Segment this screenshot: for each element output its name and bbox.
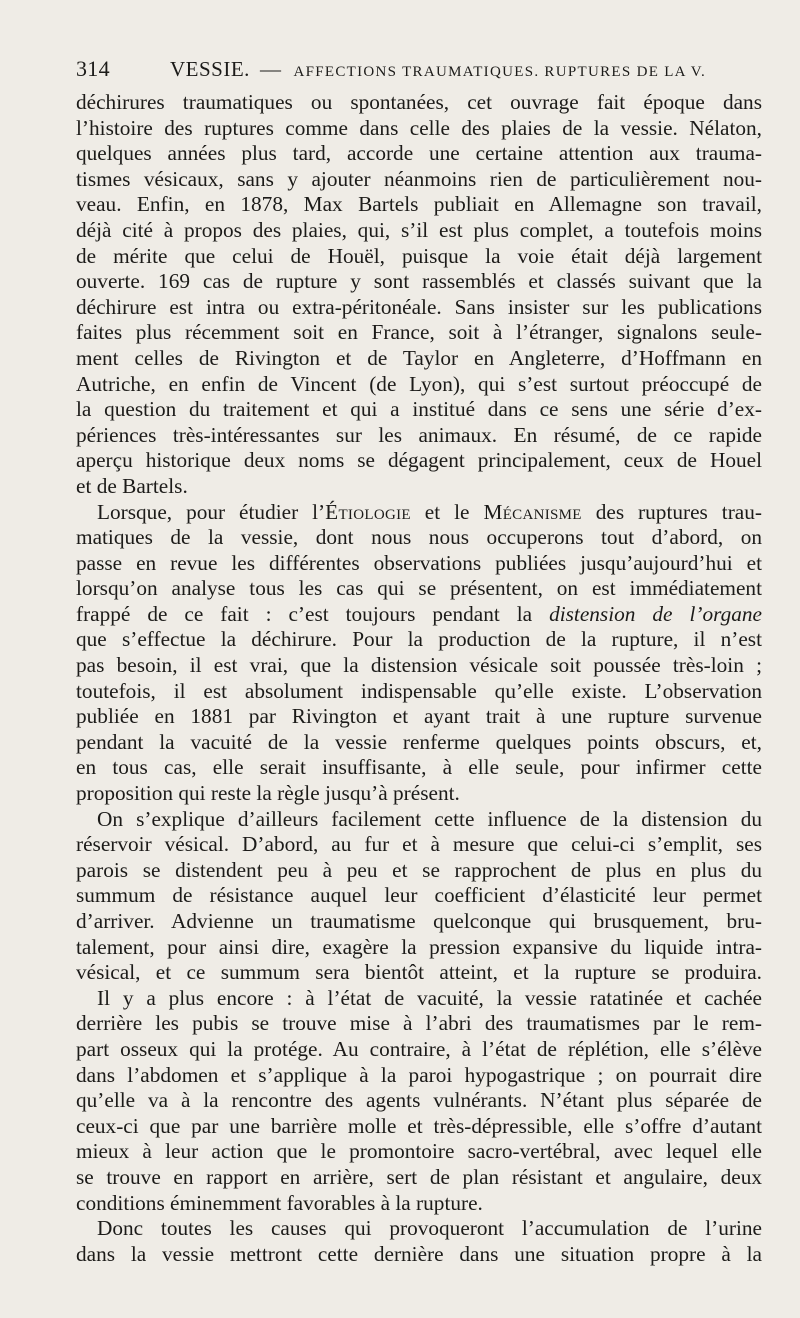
term-mecanisme: Mécanisme: [483, 499, 582, 524]
text-line: lorsqu’on analyse tous les cas qui se présentent, on est immédiatement: [76, 576, 762, 601]
paragraph-history: [76, 90, 762, 500]
chapter-title: VESSIE.: [170, 57, 250, 81]
text-line: périences très-intéressantes sur les animaux. En résumé, de ce rapide: [76, 422, 762, 447]
text-line: toutefois, il est absolument indispensable qu’elle existe. L’observation: [76, 678, 762, 703]
text-line: dans la vessie mettront cette dernière dans une situation propre à la: [76, 1241, 762, 1266]
section-title: AFFECTIONS TRAUMATIQUES. RUPTURES DE LA V.: [293, 64, 707, 80]
text-fragment: des ruptures trau-: [581, 499, 763, 524]
text-line: passe en revue les différentes observations publiées jusqu’aujourd’hui et: [76, 550, 762, 575]
text-line: réservoir vésical. D’abord, au fur et à mesure que celui-ci s’emplit, ses: [76, 832, 762, 857]
text-line: proposition qui reste la règle jusqu’à présent.: [76, 781, 460, 806]
text-line: pendant la vacuité de la vessie renferme quelques points obscurs, et,: [76, 729, 762, 754]
body-text: [76, 90, 762, 1267]
text-line: vésical, et ce summum sera bientôt atteint, et la rupture se produira.: [76, 960, 762, 985]
text-line: On s’explique d’ailleurs facilement cette influence de la distension du: [97, 806, 762, 831]
text-line: derrière les pubis se trouve mise à l’abri des traumatismes par le rem-: [76, 1011, 762, 1036]
term-etiologie: Étiologie: [325, 499, 411, 524]
text-fragment: Lorsque, pour étudier l’: [97, 499, 326, 524]
running-head: [76, 56, 762, 86]
text-line: déchirures traumatiques ou spontanées, cet ouvrage fait époque dans: [76, 90, 762, 114]
text-line: se trouve en rapport en arrière, sert de plan résistant et angulaire, deux: [76, 1164, 762, 1189]
text-line: pas besoin, il est vrai, que la distension vésicale soit poussée très-loin ;: [76, 653, 762, 678]
page-number: 314: [76, 56, 110, 81]
paragraph-anatomy: [76, 986, 762, 1216]
text-line: mieux à leur action que le promontoire sacro-vertébral, avec lequel elle: [76, 1139, 762, 1164]
text-fragment: frappé de ce fait : c’est toujours pendant la: [76, 601, 550, 626]
text-line: l’histoire des ruptures comme dans celle des plaies de la vessie. Nélaton,: [76, 115, 762, 140]
text-line: veau. Enfin, en 1878, Max Bartels publiait en Allemagne son travail,: [76, 192, 762, 217]
paragraph-causes: [76, 1216, 762, 1267]
text-line: dans l’abdomen et s’applique à la paroi hypogastrique ; on pourrait dire: [76, 1062, 762, 1087]
text-line: que s’effectue la déchirure. Pour la production de la rupture, il n’est: [76, 627, 762, 652]
text-line: en tous cas, elle serait insuffisante, à elle seule, pour infirmer cette: [76, 755, 762, 780]
text-line: talement, pour ainsi dire, exagère la pression expansive du liquide intra-: [76, 934, 762, 959]
text-line: part osseux qui la protége. Au contraire, à l’état de réplétion, elle s’élève: [76, 1036, 762, 1061]
text-fragment: et le: [410, 499, 484, 524]
text-line: publiée en 1881 par Rivington et ayant trait à une rupture survenue: [76, 704, 762, 729]
text-line: [76, 500, 762, 526]
text-line: déchirure est intra ou extra-péritonéale. Sans insister sur les publications: [76, 294, 762, 319]
text-line: faites plus récemment soit en France, soit à l’étranger, signalons seule-: [76, 320, 762, 345]
text-line: Donc toutes les causes qui provoqueront l’accumulation de l’urine: [97, 1216, 762, 1241]
text-line: conditions éminemment favorables à la rupture.: [76, 1190, 483, 1215]
text-line: quelques années plus tard, accorde une certaine attention aux trauma-: [76, 141, 762, 166]
title-dash: —: [259, 57, 282, 81]
text-line: la question du traitement et qui a institué dans ce sens une série d’ex-: [76, 397, 762, 422]
text-line: matiques de la vessie, dont nous nous occuperons tout d’abord, on: [76, 525, 762, 550]
text-line: déjà cité à propos des plaies, qui, s’il est plus complet, a toutefois moins: [76, 217, 762, 242]
text-line: de mérite que celui de Houël, puisque la voie était déjà largement: [76, 243, 762, 268]
text-line: [76, 602, 762, 628]
text-line: ceux-ci que par une barrière molle et très-dépressible, elle s’offre d’autant: [76, 1113, 762, 1138]
emphasis-distension: distension de l’organe: [549, 601, 762, 626]
text-line: et de Bartels.: [76, 473, 188, 498]
text-line: ouverte. 169 cas de rupture y sont rassemblés et classés suivant que la: [76, 269, 762, 294]
text-line: ment celles de Rivington et de Taylor en Angleterre, d’Hoffmann en: [76, 345, 762, 370]
text-line: tismes vésicaux, sans y ajouter néanmoins rien de particulièrement nou-: [76, 166, 762, 191]
text-line: parois se distendent peu à peu et se rapprochent de plus en plus du: [76, 857, 762, 882]
text-line: d’arriver. Advienne un traumatisme quelconque qui brusquement, bru-: [76, 909, 762, 933]
paragraph-etiology: [76, 500, 762, 807]
text-line: qu’elle va à la rencontre des agents vulnérants. N’étant plus séparée de: [76, 1088, 762, 1113]
text-line: Il y a plus encore : à l’état de vacuité, la vessie ratatinée et cachée: [97, 985, 762, 1010]
paragraph-distension: [76, 807, 762, 986]
text-line: summum de résistance auquel leur coefficient d’élasticité leur permet: [76, 883, 762, 908]
text-line: aperçu historique deux noms se dégagent principalement, ceux de Houel: [76, 448, 762, 473]
text-line: Autriche, en enfin de Vincent (de Lyon), qui s’est surtout préoccupé de: [76, 371, 762, 396]
